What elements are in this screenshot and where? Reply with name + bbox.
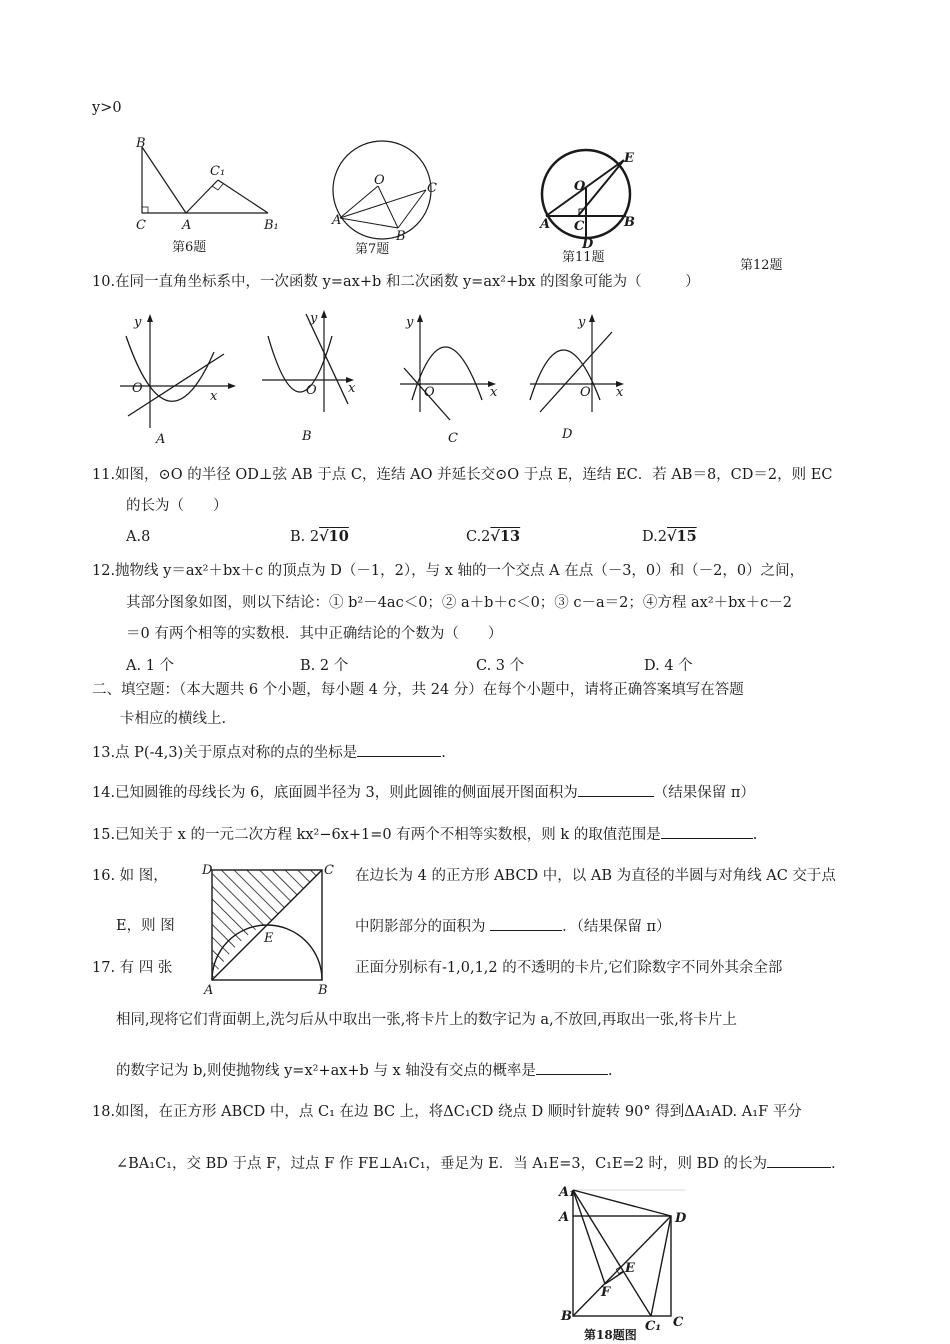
q18-line2 — [116, 1153, 836, 1174]
q13-end: . — [441, 745, 446, 761]
fig11-caption: 第11题 — [562, 250, 605, 265]
graph-d-label: D — [562, 427, 573, 442]
q18-answer-blank[interactable] — [767, 1153, 831, 1168]
q17-line3-end: . — [607, 1063, 613, 1079]
q11-opt-c-rad: 13 — [499, 528, 521, 545]
graph-b-y: y — [310, 311, 318, 326]
q11-opt-d: D.2√15 — [642, 528, 697, 545]
q10-text: 10.在同一直角坐标系中，一次函数 y=ax+b 和二次函数 y=ax²+bx 的图象可能为（ ） — [92, 274, 700, 290]
fig11-label-d: D — [582, 237, 594, 252]
q12-opt-c: C. 3 个 — [476, 658, 525, 674]
q16-label-e: E — [264, 931, 274, 946]
q12-opt-a: A. 1 个 — [126, 658, 175, 674]
q18-figure — [555, 1186, 705, 1344]
graph-b — [262, 310, 356, 444]
q16-left2: E，则 图 — [116, 918, 175, 934]
q16-figure — [198, 860, 343, 1000]
q12-opt-d: D. 4 个 — [644, 658, 693, 674]
q11-opt-c-prefix: C.2 — [466, 529, 491, 545]
q18-line2-end: . — [831, 1156, 836, 1172]
q10-graphs — [110, 308, 650, 448]
q16-label-b: B — [318, 983, 328, 998]
q13-text: 13.点 P(-4,3)关于原点对称的点的坐标是 — [92, 745, 358, 761]
q13-answer-blank[interactable] — [357, 742, 441, 757]
q12-line1: 12.抛物线 y＝ax²＋bx＋c 的顶点为 D（－1，2），与 x 轴的一个交点 A 在点（－3，0）和（－2，0）之间， — [92, 563, 805, 579]
q18-caption: 第18题图 — [584, 1328, 637, 1342]
graph-d-o: O — [580, 385, 591, 400]
fig6-label-a: A — [182, 218, 192, 233]
graph-c-x: x — [490, 385, 498, 400]
section2-line1: 二、填空题：（本大题共 6 个小题，每小题 4 分，共 24 分）在每个小题中，请将正确答案填写在答题 — [92, 682, 744, 698]
q18-label-c1: C₁ — [645, 1319, 662, 1334]
q12-line3: ＝0 有两个相等的实数根．其中正确结论的个数为（ ） — [126, 626, 503, 642]
q11-opt-d-rad: 15 — [676, 528, 697, 545]
figure-6 — [130, 135, 290, 235]
q12-line2: 其部分图象如图，则以下结论：① b²－4ac＜0；② a＋b＋c＜0；③ c－a＝2；④方程 ax²＋bx＋c－2 — [126, 595, 792, 611]
q14-text: 14.已知圆锥的母线长为 6，底面圆半径为 3，则此圆锥的侧面展开图面积为 — [92, 785, 578, 801]
fig11-label-a: A — [540, 217, 551, 232]
figure-11 — [538, 148, 643, 253]
q15-end: . — [752, 827, 758, 843]
graph-d-x: x — [616, 385, 624, 400]
q15-answer-blank[interactable] — [661, 824, 753, 839]
q18-label-f: F — [601, 1285, 611, 1300]
q18-label-d: D — [675, 1211, 687, 1226]
q11-line1: 11.如图，⊙O 的半径 OD⊥弦 AB 于点 C，连结 AO 并延长交⊙O 于点 E，连结 EC．若 AB＝8，CD＝2，则 EC — [92, 467, 833, 483]
q18-label-e: E — [625, 1261, 635, 1276]
q14 — [92, 782, 755, 803]
graph-a-o: O — [132, 381, 143, 396]
fig12-caption: 第12题 — [740, 258, 783, 273]
q18-line1: 18.如图，在正方形 ABCD 中，点 C₁ 在边 BC 上，将ΔC₁CD 绕点 D 顺时针旋转 90° 得到ΔA₁AD. A₁F 平分 — [92, 1104, 802, 1120]
q11-opt-b-prefix: B. 2 — [290, 529, 320, 545]
fig7-label-c: C — [427, 181, 437, 196]
q16-right2 — [355, 916, 671, 937]
q17-line2: 相同,现将它们背面朝上,洗匀后从中取出一张,将卡片上的数字记为 a,不放回,再取出一张,将卡片上 — [116, 1012, 737, 1028]
q15-text: 15.已知关于 x 的一元二次方程 kx²−6x+1=0 有两个不相等实数根，则 k 的取值范围是 — [92, 827, 661, 843]
fig6-label-c: C — [136, 218, 146, 233]
fig7-label-o: O — [374, 173, 385, 188]
q16-label-c: C — [324, 863, 334, 878]
graph-a-y: y — [134, 315, 142, 330]
figure-7 — [330, 138, 440, 243]
fig11-label-o: O — [574, 179, 586, 194]
q18-label-a1: A₁ — [559, 1185, 575, 1200]
q18-label-a: A — [559, 1210, 570, 1225]
q16-right2-end: ．（结果保留 π） — [562, 919, 671, 935]
fig7-label-b: B — [396, 229, 406, 244]
q11-opt-b-rad: 10 — [328, 528, 349, 545]
fig11-label-e: E — [624, 151, 634, 166]
q17-left1: 17. 有 四 张 — [92, 960, 173, 976]
q17-line3-text: 的数字记为 b,则使抛物线 y=x²+ax+b 与 x 轴没有交点的概率是 — [116, 1063, 536, 1079]
q17-line3 — [116, 1060, 612, 1081]
q18-label-b: B — [561, 1309, 572, 1324]
q15 — [92, 824, 757, 845]
q11-line2: 的长为（ ） — [126, 498, 228, 514]
q16-left1: 16. 如 图， — [92, 868, 168, 884]
q11-opt-b: B. 2√10 — [290, 528, 349, 545]
top-line: y>0 — [92, 100, 122, 116]
graph-d-y: y — [578, 315, 586, 330]
fig7-label-a: A — [332, 213, 342, 228]
q17-right1: 正面分别标有-1,0,1,2 的不透明的卡片,它们除数字不同外其余全部 — [355, 960, 783, 976]
graph-b-o: O — [306, 383, 317, 398]
graph-c-o: O — [424, 385, 435, 400]
graph-a — [120, 314, 236, 447]
fig6-label-c1: C₁ — [210, 164, 226, 179]
graph-c-label: C — [448, 431, 458, 446]
fig6-label-b1: B₁ — [264, 218, 279, 233]
fig11-label-b: B — [624, 215, 635, 230]
fig6-label-b: B — [136, 136, 146, 151]
graph-b-x: x — [348, 381, 356, 396]
graph-a-label: A — [156, 432, 166, 447]
q17-answer-blank[interactable] — [536, 1060, 608, 1075]
graph-b-label: B — [302, 429, 312, 444]
fig7-caption: 第7题 — [355, 242, 390, 257]
q18-line2-text: ∠BA₁C₁，交 BD 于点 F，过点 F 作 FE⊥A₁C₁，垂足为 E．当 A₁E=3，C₁E=2 时，则 BD 的长为 — [116, 1156, 768, 1172]
q12-opt-b: B. 2 个 — [300, 658, 349, 674]
q11-opt-d-prefix: D.2 — [642, 529, 667, 545]
q14-answer-blank[interactable] — [578, 782, 654, 797]
graph-d — [530, 314, 624, 442]
graph-c-y: y — [406, 315, 414, 330]
fig6-caption: 第6题 — [172, 240, 207, 255]
q18-label-c: C — [673, 1315, 684, 1330]
q13 — [92, 742, 446, 763]
graph-a-x: x — [210, 389, 218, 404]
q16-label-a: A — [204, 983, 214, 998]
q16-label-d: D — [202, 863, 213, 878]
fig11-label-c: C — [574, 219, 585, 234]
q16-answer-blank[interactable] — [490, 916, 562, 931]
q16-right2-text: 中阴影部分的面积为 — [355, 919, 486, 935]
graph-c — [400, 314, 498, 446]
q16-right1: 在边长为 4 的正方形 ABCD 中，以 AB 为直径的半圆与对角线 AC 交于点 — [355, 868, 836, 884]
section2-line2: 卡相应的横线上. — [120, 711, 227, 727]
q14-end: （结果保留 π） — [653, 785, 755, 801]
q11-opt-a: A.8 — [126, 529, 151, 545]
q11-opt-c: C.2√13 — [466, 528, 521, 545]
